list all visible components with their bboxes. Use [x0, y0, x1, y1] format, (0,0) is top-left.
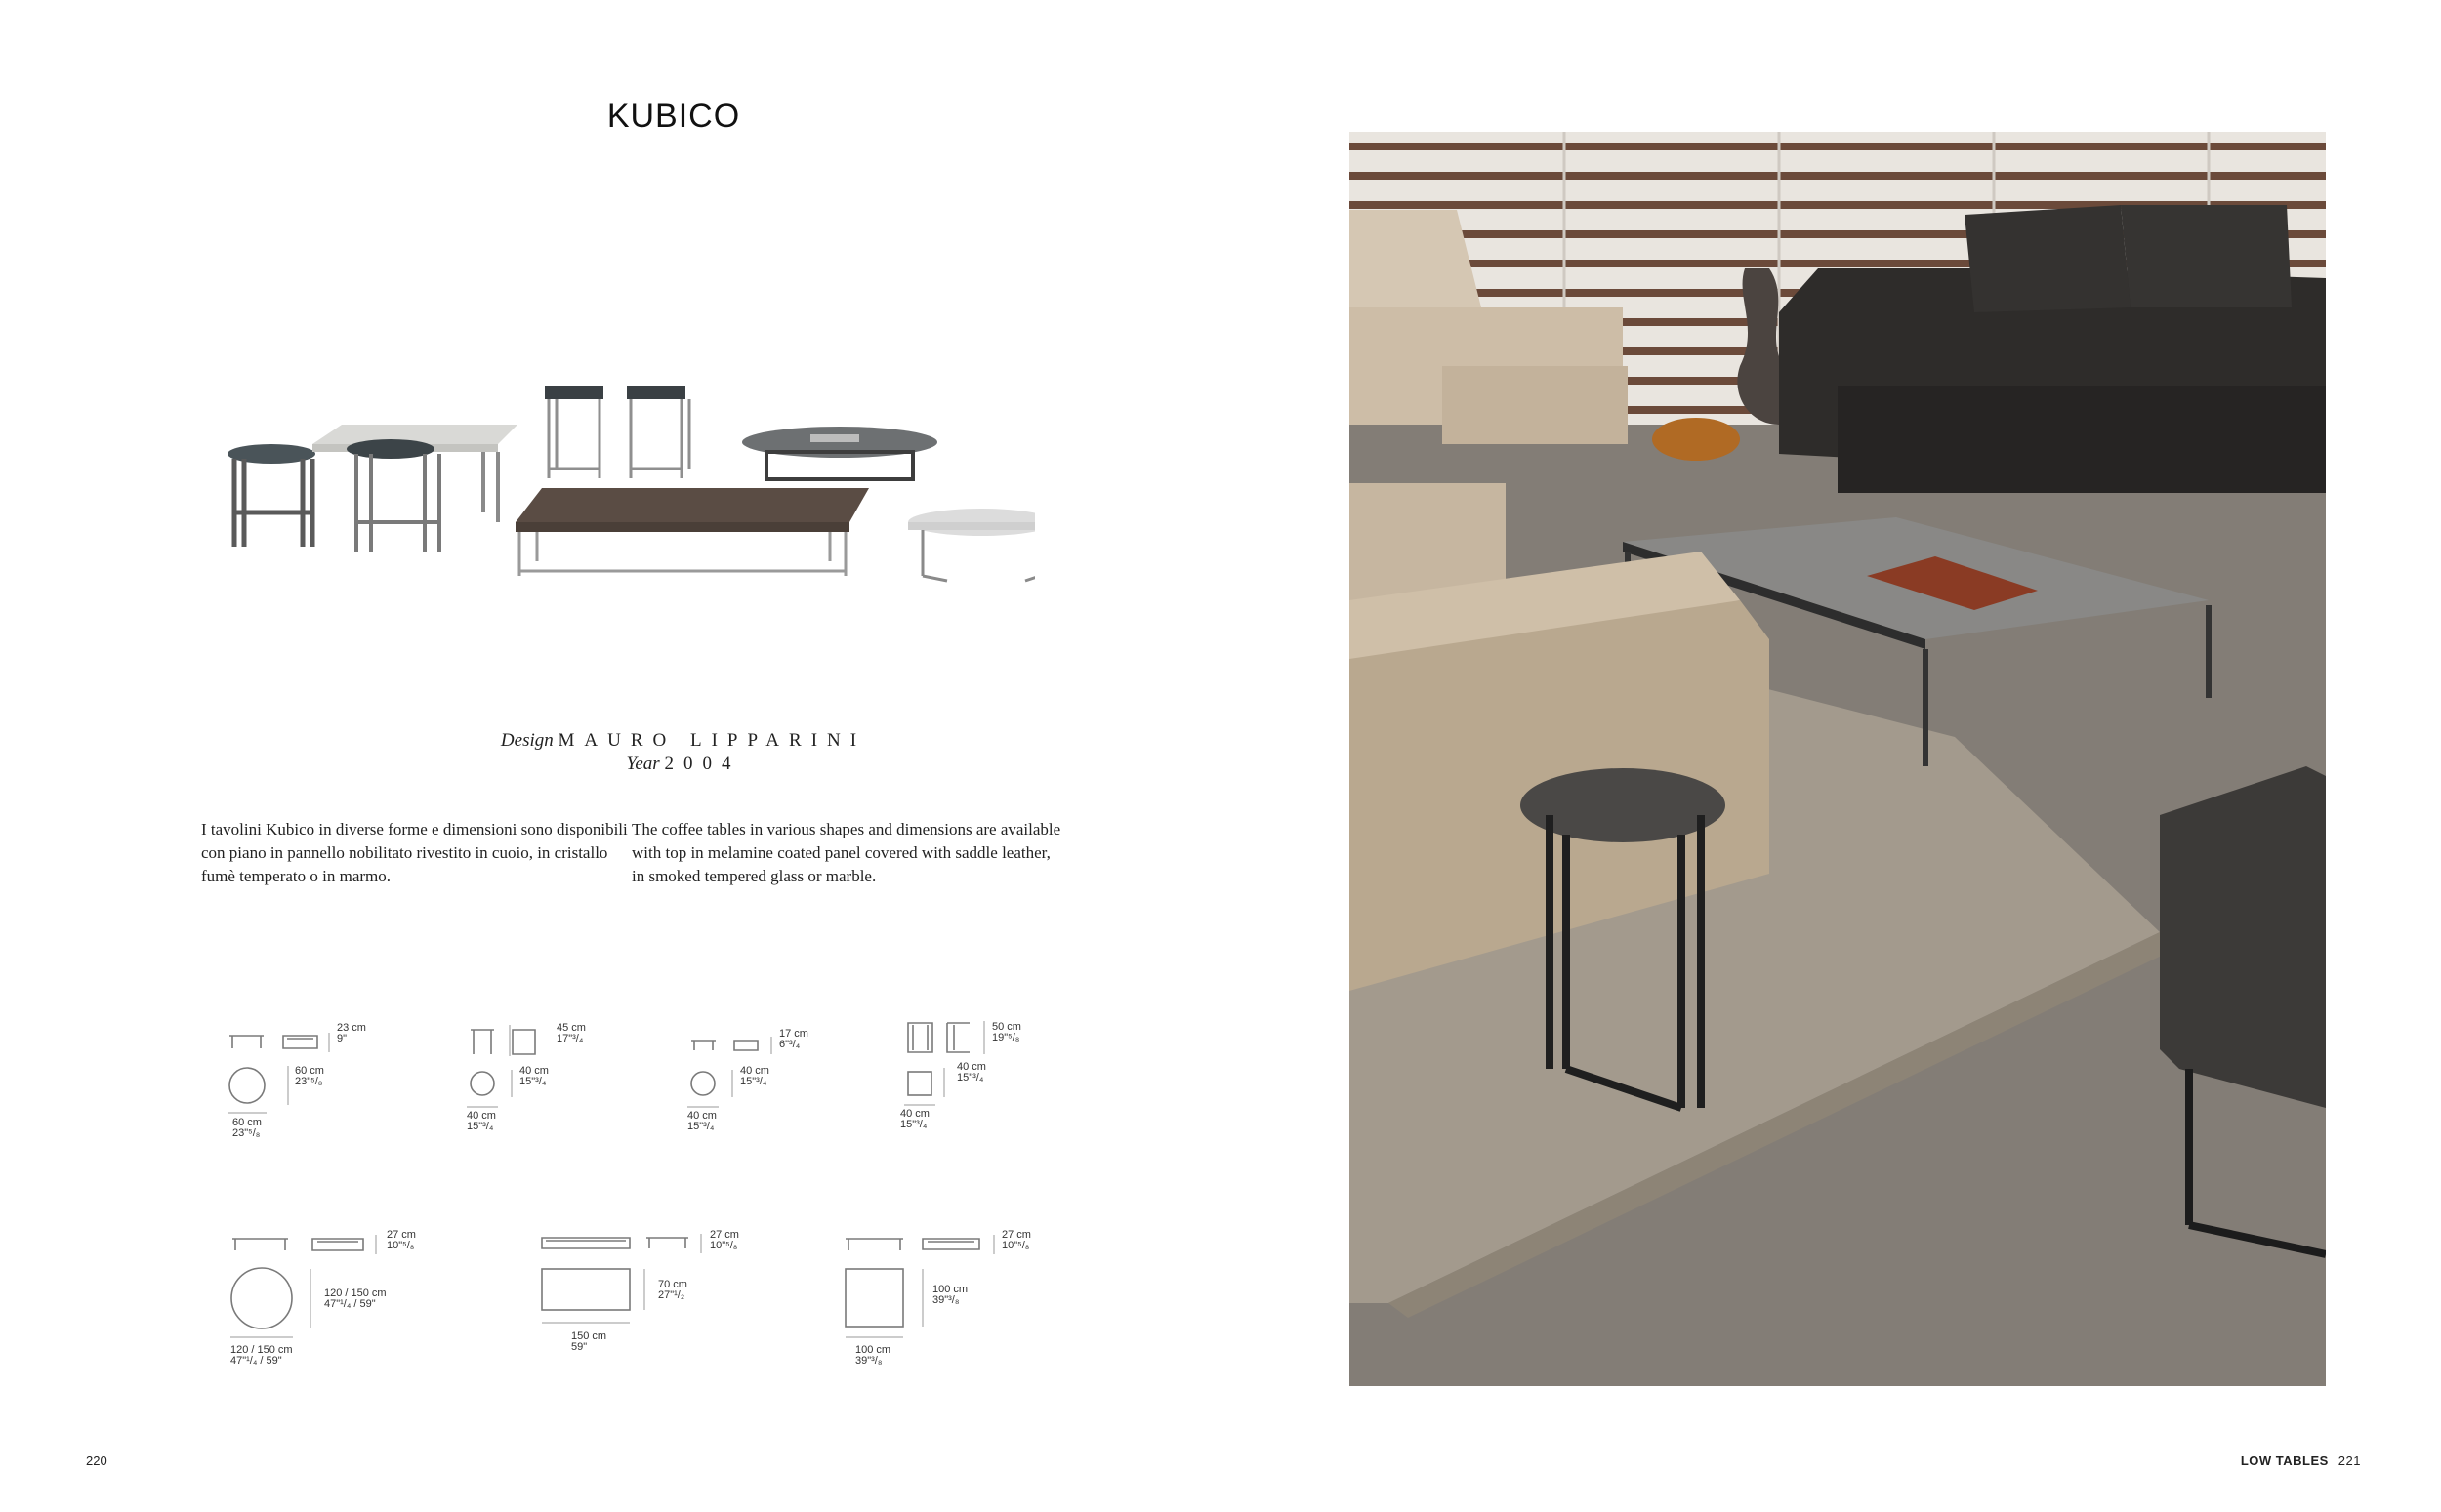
dim-t6-depth: 70 cm 27"¹/₂	[658, 1279, 687, 1301]
dim-t5-diameter: 120 / 150 cm 47"¹/₄ / 59"	[324, 1287, 387, 1310]
dim-t3-width: 40 cm 15"³/₄	[687, 1110, 717, 1132]
design-label: Design	[500, 730, 554, 751]
description-italian: I tavolini Kubico in diverse forme e dimensioni sono disponibili con piano in pannello nobilitato rivestito in cuoio, in cristallo fumè temperato o in marmo.	[201, 820, 628, 885]
dim-t2-width: 40 cm 15"³/₄	[467, 1110, 496, 1132]
dim-t7-width: 100 cm 39"³/₈	[855, 1344, 891, 1367]
dim-t6-width: 150 cm 59"	[571, 1330, 607, 1353]
footer-right	[2241, 1453, 2361, 1468]
year-value: 2004	[664, 754, 741, 774]
description-english: The coffee tables in various shapes and dimensions are available with top in melamine coated panel covered with saddle leather, in smoked tempered glass or marble.	[632, 820, 1061, 885]
dim-t1-width: 60 cm 23"⁵/₈	[232, 1117, 262, 1139]
dim-t7-depth: 100 cm 39"³/₈	[932, 1284, 969, 1306]
dim-t1-height: 23 cm 9"	[337, 1022, 366, 1044]
dim-t3-diameter: 40 cm 15"³/₄	[740, 1065, 769, 1087]
dim-t2-diameter: 40 cm 15"³/₄	[519, 1065, 549, 1087]
section-title: LOW TABLES	[2240, 1453, 2329, 1468]
dim-t1-diameter: 60 cm 23"⁵/₈	[295, 1065, 324, 1087]
dim-t2-height: 45 cm 17"³/₄	[557, 1022, 586, 1044]
dim-t4-depth: 40 cm 15"³/₄	[957, 1061, 986, 1083]
drawing-table-5	[230, 1235, 376, 1337]
dim-t6-height: 27 cm 10"⁵/₈	[710, 1229, 739, 1251]
designer-name: MAURO LIPPARINI	[558, 730, 867, 751]
page-number-left: 220	[86, 1453, 107, 1468]
year-label: Year	[626, 754, 660, 774]
dim-t4-width: 40 cm 15"³/₄	[900, 1108, 930, 1130]
room-photo	[1349, 132, 2326, 1386]
dim-t5-width: 120 / 150 cm 47"¹/₄ / 59"	[230, 1344, 293, 1367]
dim-t4-height: 50 cm 19"⁵/₈	[992, 1021, 1021, 1043]
dim-t7-height: 27 cm 10"⁵/₈	[1002, 1229, 1031, 1251]
drawing-table-7	[846, 1235, 994, 1337]
dim-t3-height: 17 cm 6"³/₄	[779, 1028, 808, 1050]
page-title: KUBICO	[606, 98, 741, 135]
dim-t5-height: 27 cm 10"⁵/₈	[387, 1229, 416, 1251]
page-number-right: 221	[2338, 1453, 2361, 1468]
